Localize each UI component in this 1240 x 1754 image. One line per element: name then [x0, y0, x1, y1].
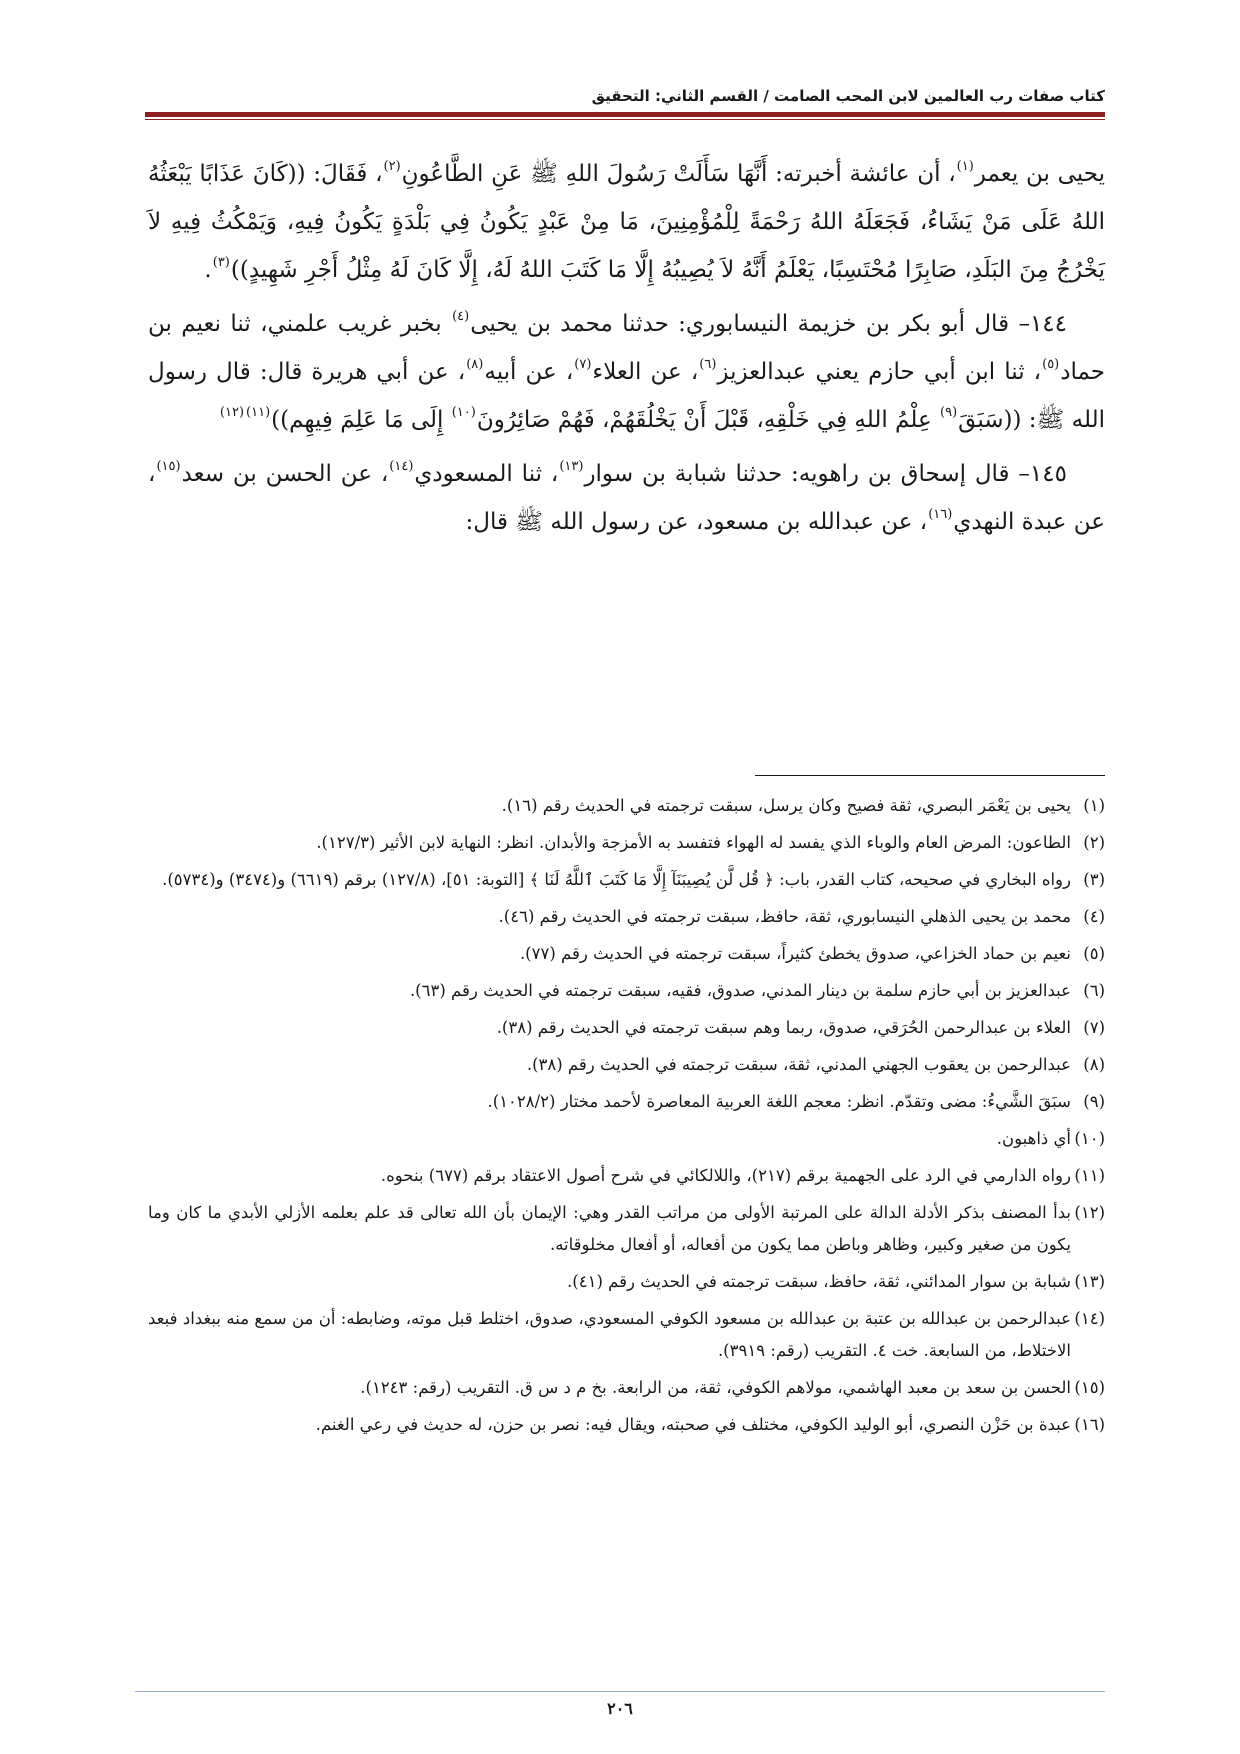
text-span: عِلْمُ اللهِ فِي خَلْقِهِ، قَبْلَ أَنْ يَخْلُقَهُمْ، فَهُمْ صَائِرُونَ: [476, 407, 940, 433]
footnote-number: (١١): [1074, 1166, 1105, 1185]
text-span: ، عن أبي هريرة قال: قال رسول الله ﷺ: ((سَبَقَ: [148, 359, 1105, 433]
footnote-text: رواه الدارمي في الرد على الجهمية برقم (٢١٧)، واللالكائي في شرح أصول الاعتقاد برقم (٦٧٧) بنحوه.: [380, 1166, 1071, 1185]
footnote-10: [148, 1123, 1105, 1155]
footnote-7: [148, 1012, 1105, 1044]
footnote-ref[interactable]: (١٤): [389, 459, 414, 474]
footnote-number: (١٠): [1074, 1129, 1105, 1148]
footnote-text: سبَقَ الشَّيءُ: مضى وتقدّم. انظر: معجم اللغة العربية المعاصرة لأحمد مختار (١٠٢٨/٢).: [487, 1092, 1071, 1111]
footnote-1: [148, 790, 1105, 822]
footnote-text: شبابة بن سوار المدائني، ثقة، حافظ، سبقت ترجمته في الحديث رقم (٤١).: [567, 1272, 1071, 1291]
text-span: بخبر غريب علمني، ثنا نعيم بن حماد: [148, 311, 1106, 385]
footnote-ref[interactable]: (١٠): [451, 405, 476, 420]
footnote-text: عبدالرحمن بن يعقوب الجهني المدني، ثقة، سبقت ترجمته في الحديث رقم (٣٨).: [526, 1055, 1071, 1074]
footnote-4: [148, 901, 1105, 933]
footnote-ref[interactable]: (١٣): [559, 459, 584, 474]
text-span: ١٤٥– قال إسحاق بن راهويه: حدثنا شبابة بن سوار: [584, 461, 1067, 487]
footnote-number: (١٦): [1074, 1415, 1105, 1434]
footnote-6: [148, 975, 1105, 1007]
footnote-8: [148, 1049, 1105, 1081]
footnote-11: [148, 1160, 1105, 1192]
footnote-number: (٣): [1083, 870, 1105, 889]
footnote-text: نعيم بن حماد الخزاعي، صدوق يخطئ كثيراً، سبقت ترجمته في الحديث رقم (٧٧).: [519, 944, 1071, 963]
text-span: ، عن الحسن بن سعد: [181, 461, 389, 487]
footnote-number: (٨): [1083, 1055, 1105, 1074]
footnote-text: يحيى بن يَعْمَر البصري، ثقة فصيح وكان يرسل، سبقت ترجمته في الحديث رقم (١٦).: [501, 796, 1071, 815]
running-header: كتاب صفات رب العالمين لابن المحب الصامت / القسم الثاني: التحقيق: [591, 87, 1105, 105]
footnote-text: الطاعون: المرض العام والوباء الذي يفسد له الهواء فتفسد به الأمزجة والأبدان. انظر: النهاية لابن الأثير (١٢٧/٣).: [316, 833, 1071, 852]
footnote-ref[interactable]: (٦): [699, 357, 717, 372]
header-rule-thin: [145, 119, 1105, 120]
footnote-number: (٧): [1083, 1018, 1105, 1037]
footnote-12: [148, 1197, 1105, 1261]
footnote-ref[interactable]: (٧): [574, 357, 592, 372]
footnote-ref[interactable]: (٩): [940, 405, 958, 420]
footnote-2: [148, 827, 1105, 859]
footnote-text: الحسن بن سعد بن معبد الهاشمي، مولاهم الكوفي، ثقة، من الرابعة. بخ م د س ق. التقريب (رقم: ١٢٤٣).: [360, 1378, 1071, 1397]
text-span: ، عن عبدالله بن مسعود، عن رسول الله ﷺ قال:: [465, 509, 928, 535]
footnote-text: العلاء بن عبدالرحمن الحُرَقي، صدوق، ربما وهم سبقت ترجمته في الحديث رقم (٣٨).: [496, 1018, 1071, 1037]
text-span: إِلَى مَا عَلِمَ فِيهِم)): [271, 407, 451, 433]
footnote-text: محمد بن يحيى الذهلي النيسابوري، ثقة، حافظ، سبقت ترجمته في الحديث رقم (٤٦).: [498, 907, 1071, 926]
text-span: يحيى بن يعمر: [974, 161, 1105, 187]
footnote-9: [148, 1086, 1105, 1118]
footnote-ref[interactable]: (١٢): [219, 405, 245, 420]
footnote-number: (٥): [1083, 944, 1105, 963]
text-span: ، فَقَالَ: ((كَانَ عَذَابًا يَبْعَثُهُ اللهُ عَلَى مَنْ يَشَاءُ، فَجَعَلَهُ اللهُ رَحْمَةً لِلْمُؤْمِنِينَ، مَا مِنْ عَبْدٍ يَكُونُ فِي بَلْدَةٍ يَكُونُ فِيهِ، وَيَمْكُثُ فِيهِ لاَ يَخْرُجُ مِنَ البَلَدِ، صَابِرًا مُحْتَسِبًا، يَعْلَمُ أَنَّهُ لاَ يُصِيبُهُ إِلَّا مَا كَتَبَ اللهُ لَهُ، إِلَّا كَانَ لَهُ مِثْلُ أَجْرِ شَهِيدٍ)): [148, 161, 1105, 283]
footnote-text: عبدالرحمن بن عبدالله بن عتبة بن عبدالله بن مسعود الكوفي المسعودي، صدوق، اختلط قبل موته، وضابطه: أن من سمع منه ببغداد فبعد الاختلاط، من السابعة. خت ٤. التقريب (رقم: ٣٩١٩).: [148, 1309, 1071, 1360]
main-text: [148, 150, 1105, 552]
footnote-16: [148, 1409, 1105, 1441]
footnote-number: (٩): [1083, 1092, 1105, 1111]
footnote-text: عبدة بن حَزْن النصري، أبو الوليد الكوفي، مختلف في صحبته، ويقال فيه: نصر بن حزن، له حديث في رعي الغنم.: [315, 1415, 1071, 1434]
text-span: ، أن عائشة أخبرته: أَنَّهَا سَأَلَتْ رَسُولَ اللهِ ﷺ عَنِ الطَّاعُونِ: [401, 161, 956, 187]
footnote-ref[interactable]: (٢): [383, 159, 401, 174]
footnote-ref[interactable]: (١): [956, 159, 974, 174]
footnote-number: (١٤): [1074, 1309, 1105, 1328]
paragraph-2-hadith-144: [148, 300, 1105, 444]
text-span: ١٤٤– قال أبو بكر بن خزيمة النيسابوري: حدثنا محمد بن يحيى: [470, 311, 1068, 337]
footnote-3: [148, 864, 1105, 896]
text-span: ، عن عبدة النهدي: [148, 461, 1105, 535]
text-span: ، ثنا ابن أبي حازم يعني عبدالعزيز: [717, 359, 1042, 385]
footer-rule: [135, 1691, 1105, 1692]
footnote-number: (١٥): [1074, 1378, 1105, 1397]
text-span: ، ثنا المسعودي: [414, 461, 559, 487]
text-span: ، عن العلاء: [592, 359, 699, 385]
footnote-text: رواه البخاري في صحيحه، كتاب القدر، باب: ﴿ قُل لَّن يُصِيبَنَآ إِلَّا مَا كَتَبَ ٱللَّهُ لَنَا ﴾ [التوبة: ٥١]، (١٢٧/٨) برقم (٦٦١٩) و(٣٤٧٤) و(٥٧٣٤).: [162, 870, 1071, 889]
text-span: .: [204, 257, 212, 283]
footnote-number: (٤): [1083, 907, 1105, 926]
paragraph-1: [148, 150, 1105, 294]
footnote-ref[interactable]: (٥): [1042, 357, 1060, 372]
header-rule-thick: [145, 112, 1105, 117]
footnote-number: (١٢): [1074, 1203, 1105, 1222]
footnote-number: (١٣): [1074, 1272, 1105, 1291]
footnote-ref[interactable]: (٣): [212, 255, 230, 270]
paragraph-3-hadith-145: [148, 450, 1105, 546]
footnote-number: (٦): [1083, 981, 1105, 1000]
page-number: ٢٠٦: [607, 1699, 633, 1718]
footnote-14: [148, 1303, 1105, 1367]
footnote-5: [148, 938, 1105, 970]
footnote-ref[interactable]: (٨): [466, 357, 484, 372]
footnote-text: عبدالعزيز بن أبي حازم سلمة بن دينار المدني، صدوق، فقيه، سبقت ترجمته في الحديث رقم (٦٣).: [409, 981, 1071, 1000]
text-span: ، عن أبيه: [484, 359, 574, 385]
footnote-13: [148, 1266, 1105, 1298]
footnote-text: أي ذاهبون.: [996, 1129, 1071, 1148]
footnote-15: [148, 1372, 1105, 1404]
footnotes-section: [148, 790, 1105, 1446]
footnote-separator: [755, 775, 1105, 776]
footnote-ref[interactable]: (١١): [246, 405, 271, 420]
footnote-ref[interactable]: (١٥): [156, 459, 181, 474]
footnote-number: (٢): [1083, 833, 1105, 852]
footnote-ref[interactable]: (١٦): [928, 507, 953, 522]
footnote-number: (١): [1083, 796, 1105, 815]
footnote-ref[interactable]: (٤): [452, 309, 470, 324]
footnote-text: بدأ المصنف بذكر الأدلة الدالة على المرتبة الأولى من مراتب القدر وهي: الإيمان بأن الله تعالى قد علم بعلمه الأزلي الأبدي ما كان وما يكون من صغير وكبير، وظاهر وباطن مما يكون من أفعاله، أو أفعال مخلوقاته.: [148, 1203, 1071, 1254]
